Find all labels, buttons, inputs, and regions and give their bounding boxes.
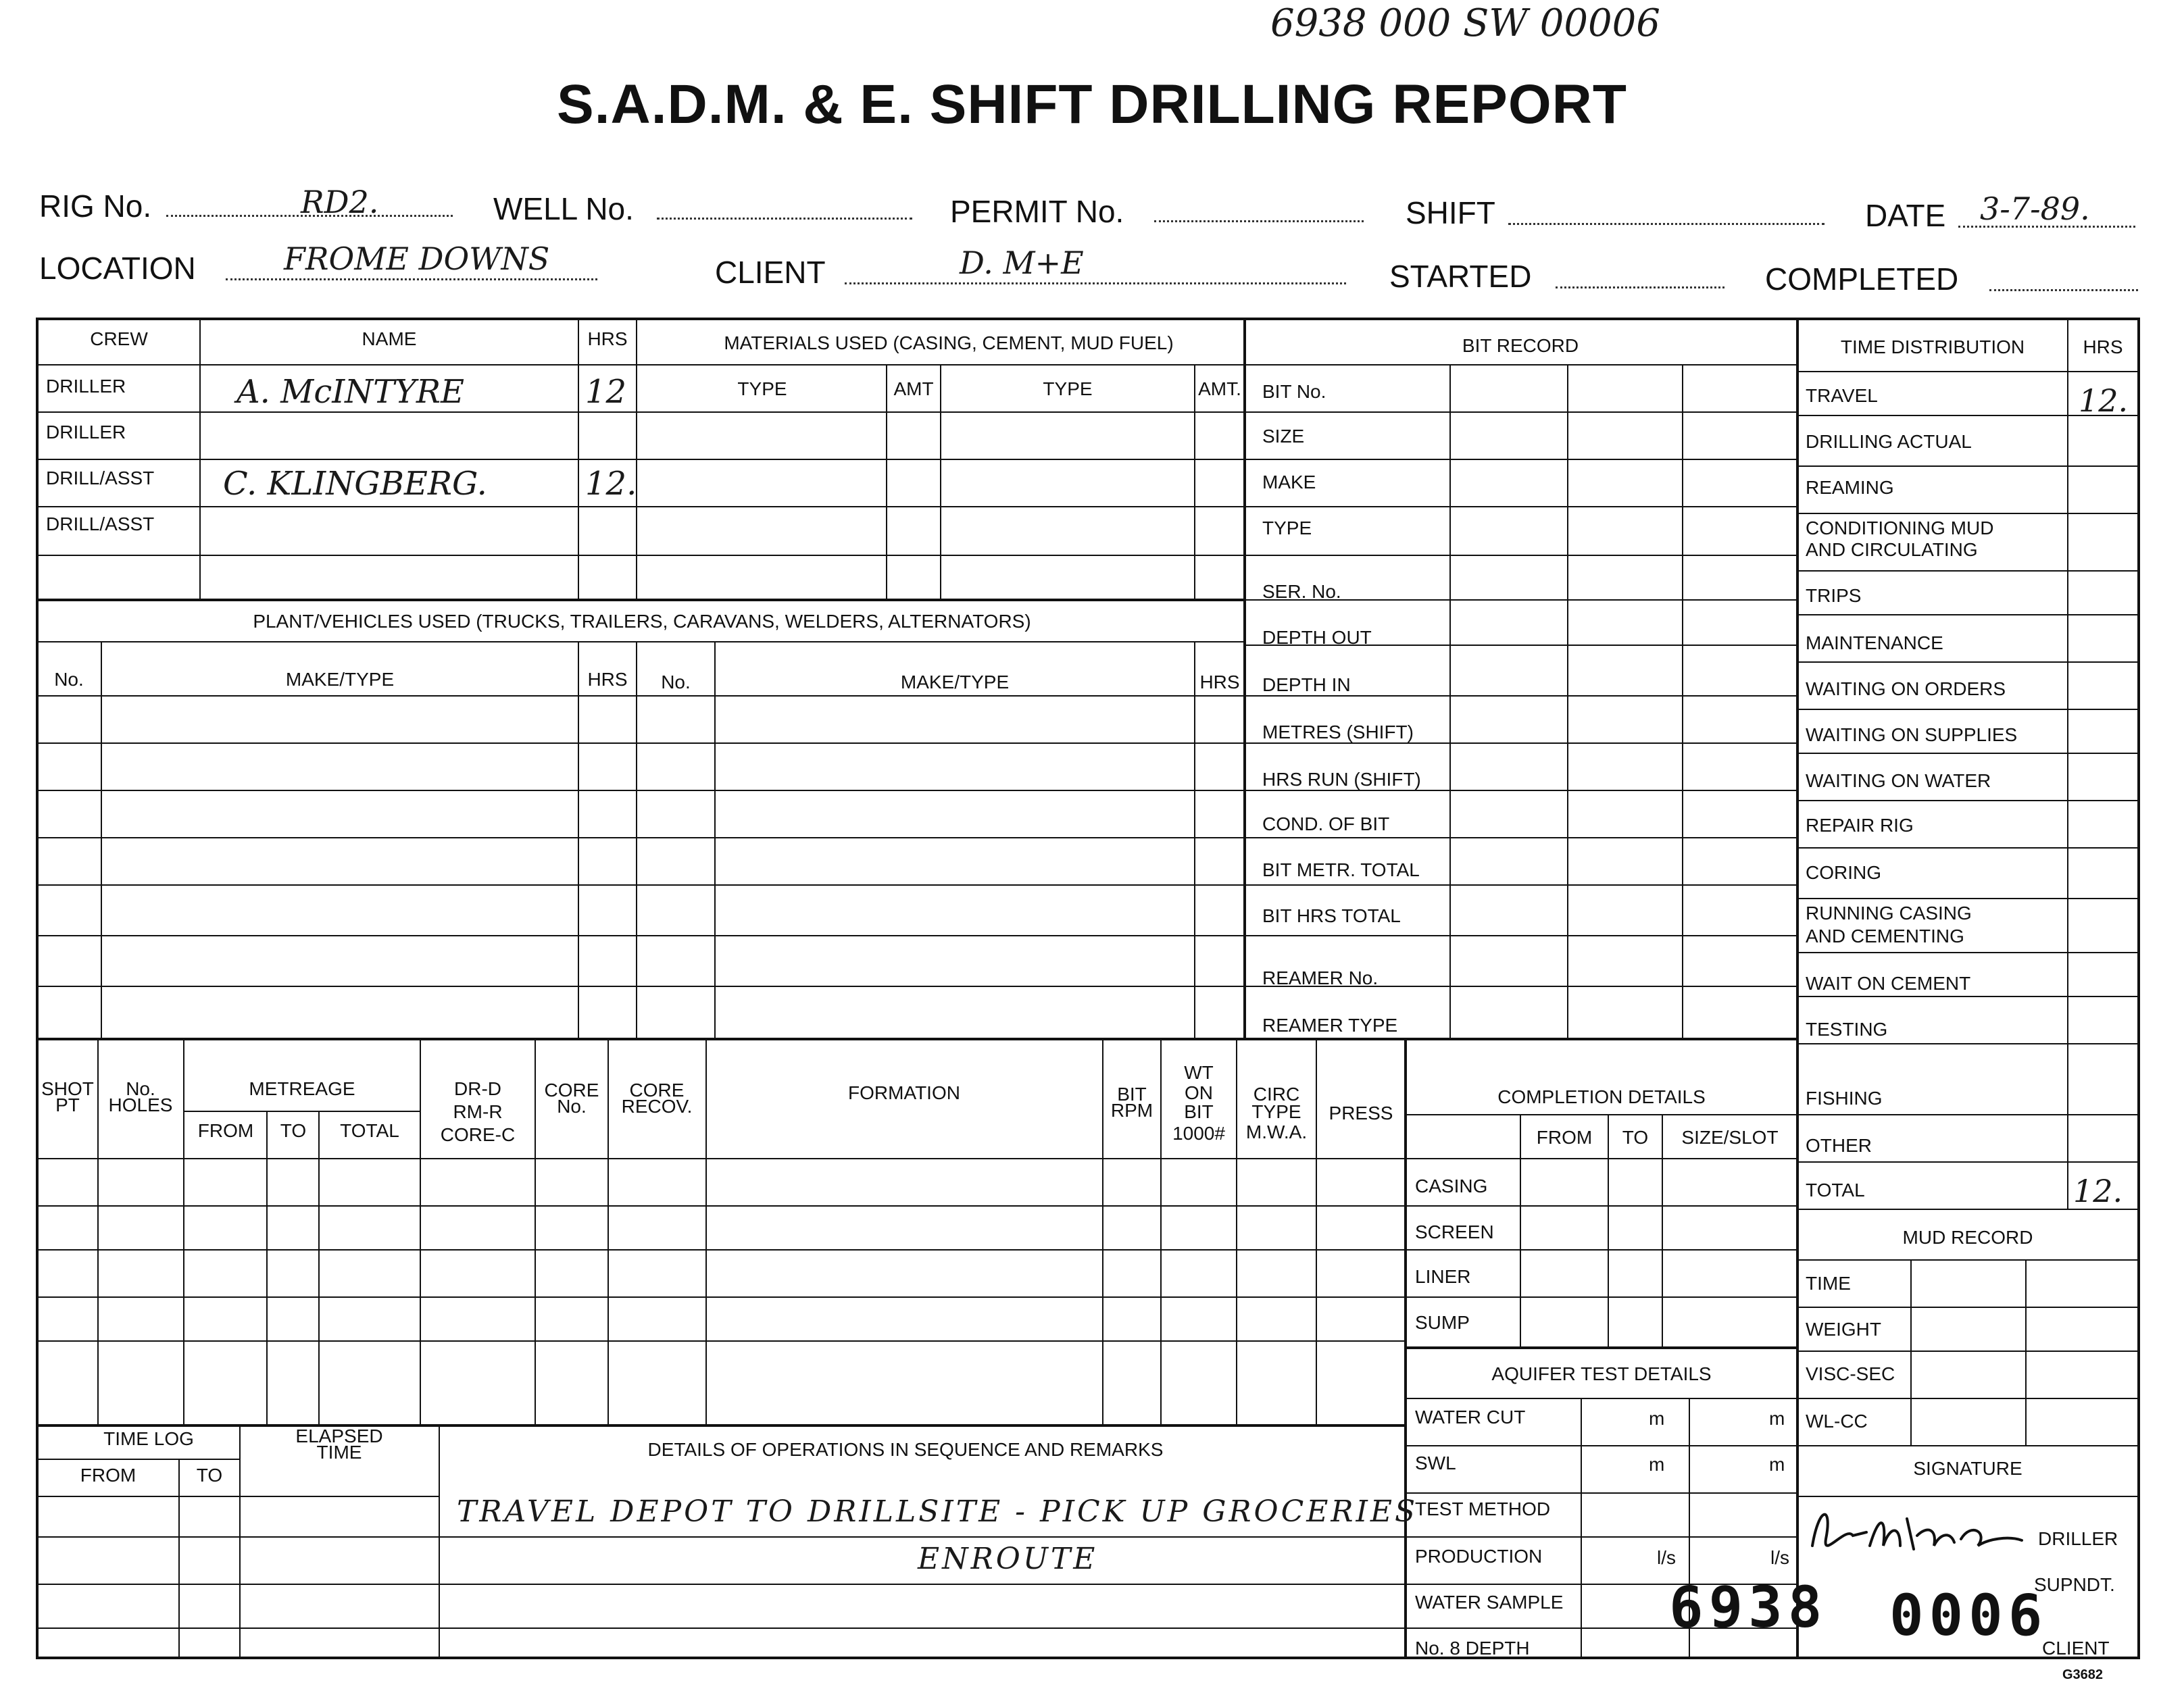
name-header: NAME bbox=[362, 328, 417, 349]
completion-from-header: FROM bbox=[1536, 1127, 1593, 1148]
completed-label: COMPLETED bbox=[1765, 261, 1959, 297]
time-log-header: TIME LOG bbox=[103, 1428, 194, 1449]
materials-type-header: TYPE bbox=[737, 378, 787, 399]
time-distribution-label: REAMING bbox=[1806, 477, 1894, 498]
metreage-header: METREAGE bbox=[249, 1078, 355, 1099]
bit-record-label: MAKE bbox=[1262, 472, 1316, 493]
shot-pt-header-2: PT bbox=[55, 1094, 80, 1115]
completion-label: CASING bbox=[1415, 1176, 1488, 1196]
plant-header: PLANT/VEHICLES USED (TRUCKS, TRAILERS, CARAVANS, WELDERS, ALTERNATORS) bbox=[253, 611, 1031, 632]
time-distribution-label-2: AND CIRCULATING bbox=[1806, 539, 1978, 560]
drd-header-3: CORE-C bbox=[440, 1124, 516, 1145]
no-holes-header: No. bbox=[126, 1078, 155, 1099]
bit-record-header: BIT RECORD bbox=[1462, 335, 1579, 356]
stamp-number-right: 0006 bbox=[1889, 1582, 2048, 1648]
completion-to-header: TO bbox=[1622, 1127, 1649, 1148]
core-no-header: CORE bbox=[544, 1080, 599, 1101]
plant-no-header: No. bbox=[661, 672, 691, 692]
bit-record-label: BIT No. bbox=[1262, 381, 1326, 402]
metreage-total-header: TOTAL bbox=[340, 1120, 399, 1141]
time-distribution-label: RUNNING CASING bbox=[1806, 903, 1972, 924]
remarks-header: DETAILS OF OPERATIONS IN SEQUENCE AND REMARKS bbox=[647, 1439, 1164, 1460]
crew-role: DRILL/ASST bbox=[46, 468, 155, 488]
wt-on-bit-header-4: 1000# bbox=[1172, 1123, 1225, 1144]
aquifer-label: PRODUCTION bbox=[1415, 1546, 1543, 1567]
signature-header: SIGNATURE bbox=[1913, 1458, 2022, 1479]
crew-header: CREW bbox=[90, 328, 148, 349]
time-distribution-label: OTHER bbox=[1806, 1135, 1872, 1156]
started-label: STARTED bbox=[1389, 259, 1532, 294]
plant-make-header: MAKE/TYPE bbox=[900, 672, 1010, 692]
metreage-from-header: FROM bbox=[197, 1120, 254, 1141]
elapsed-time-header: ELAPSED bbox=[295, 1425, 383, 1446]
formation-header: FORMATION bbox=[848, 1082, 960, 1103]
aquifer-label: WATER SAMPLE bbox=[1415, 1592, 1564, 1613]
metreage-to-header: TO bbox=[280, 1120, 307, 1141]
bit-record-label: SER. No. bbox=[1262, 581, 1341, 602]
materials-amt-header: AMT. bbox=[1198, 378, 1241, 399]
time-distribution-label: TESTING bbox=[1806, 1019, 1888, 1040]
rig-value: RD2. bbox=[301, 184, 379, 220]
mud-record-header: MUD RECORD bbox=[1902, 1227, 2033, 1248]
plant-make-header: MAKE/TYPE bbox=[285, 669, 395, 690]
aquifer-label: TEST METHOD bbox=[1415, 1498, 1551, 1519]
client-label: CLIENT bbox=[715, 255, 826, 290]
crew-hrs: 12. bbox=[585, 465, 637, 503]
time-distribution-hrs: 12. bbox=[2079, 382, 2129, 419]
shift-label: SHIFT bbox=[1406, 195, 1495, 230]
no-holes-header-2: HOLES bbox=[108, 1094, 173, 1115]
plant-hrs-header: HRS bbox=[1199, 672, 1240, 692]
crew-hrs: 12 bbox=[585, 373, 627, 411]
aquifer-unit: l/s bbox=[1657, 1547, 1676, 1568]
circ-type-header: CIRC bbox=[1253, 1084, 1300, 1105]
completion-header: COMPLETION DETAILS bbox=[1497, 1086, 1706, 1107]
top-annotation: 6938 000 SW 00006 bbox=[1270, 1, 1660, 45]
time-distribution-label: TRAVEL bbox=[1806, 385, 1878, 406]
date-label: DATE bbox=[1865, 198, 1946, 233]
bit-record-label: REAMER No. bbox=[1262, 967, 1379, 988]
wt-on-bit-header: WT bbox=[1184, 1062, 1214, 1083]
client-value: D. M+E bbox=[960, 245, 1084, 281]
time-distribution-label-2: AND CEMENTING bbox=[1806, 926, 1964, 947]
signature-client-label: CLIENT bbox=[2042, 1638, 2110, 1659]
mud-record-label: TIME bbox=[1806, 1273, 1851, 1294]
materials-amt-header: AMT bbox=[893, 378, 934, 399]
press-header: PRESS bbox=[1329, 1103, 1393, 1124]
stamp-number-left: 6938 bbox=[1669, 1574, 1828, 1640]
time-distribution-label: WAITING ON ORDERS bbox=[1806, 678, 2006, 699]
time-distribution-label: CONDITIONING MUD bbox=[1806, 518, 1994, 538]
time-distribution-label: CORING bbox=[1806, 862, 1881, 883]
elapsed-time-header-2: TIME bbox=[316, 1442, 362, 1463]
permit-label: PERMIT No. bbox=[950, 194, 1124, 229]
time-distribution-label: DRILLING ACTUAL bbox=[1806, 431, 1972, 452]
completion-label: LINER bbox=[1415, 1266, 1471, 1287]
completion-label: SUMP bbox=[1415, 1312, 1470, 1333]
materials-header: MATERIALS USED (CASING, CEMENT, MUD FUEL) bbox=[724, 332, 1174, 353]
shot-pt-header: SHOT bbox=[41, 1078, 94, 1099]
core-no-header-2: No. bbox=[557, 1096, 587, 1117]
time-distribution-header: TIME DISTRIBUTION bbox=[1840, 336, 2025, 357]
bit-record-label: DEPTH OUT bbox=[1262, 627, 1372, 648]
aquifer-header: AQUIFER TEST DETAILS bbox=[1491, 1363, 1712, 1384]
core-recov-header-2: RECOV. bbox=[621, 1096, 693, 1117]
aquifer-label: WATER CUT bbox=[1415, 1407, 1526, 1428]
bit-record-label: HRS RUN (SHIFT) bbox=[1262, 769, 1421, 790]
plant-hrs-header: HRS bbox=[587, 669, 628, 690]
bit-record-label: METRES (SHIFT) bbox=[1262, 722, 1414, 742]
aquifer-label: No. 8 DEPTH bbox=[1415, 1638, 1530, 1659]
time-distribution-label: MAINTENANCE bbox=[1806, 632, 1943, 653]
crew-role: DRILLER bbox=[46, 422, 126, 443]
signature-supndt-label: SUPNDT. bbox=[2034, 1574, 2115, 1595]
aquifer-unit: m bbox=[1649, 1408, 1665, 1429]
circ-type-header-2: TYPE bbox=[1251, 1101, 1301, 1122]
aquifer-unit: l/s bbox=[1770, 1547, 1789, 1568]
bit-rpm-header-2: RPM bbox=[1110, 1100, 1153, 1121]
mud-record-label: WL-CC bbox=[1806, 1411, 1868, 1432]
time-log-to-header: TO bbox=[196, 1465, 223, 1486]
time-distribution-label: WAITING ON SUPPLIES bbox=[1806, 724, 2018, 745]
crew-role: DRILLER bbox=[46, 376, 126, 397]
time-distribution-label: WAITING ON WATER bbox=[1806, 770, 1991, 791]
time-distribution-label: TOTAL bbox=[1806, 1180, 1865, 1201]
bit-rpm-header: BIT bbox=[1117, 1084, 1147, 1105]
time-distribution-total: 12. bbox=[2073, 1173, 2123, 1209]
page-title: S.A.D.M. & E. SHIFT DRILLING REPORT bbox=[557, 74, 1627, 135]
plant-no-header: No. bbox=[54, 669, 84, 690]
aquifer-unit: m bbox=[1769, 1454, 1785, 1475]
driller-signature bbox=[1806, 1498, 2035, 1566]
well-label: WELL No. bbox=[493, 191, 634, 226]
crew-name: C. KLINGBERG. bbox=[223, 465, 487, 503]
time-distribution-label: FISHING bbox=[1806, 1088, 1883, 1109]
completion-size-header: SIZE/SLOT bbox=[1681, 1127, 1779, 1148]
aquifer-unit: m bbox=[1769, 1408, 1785, 1429]
time-log-from-header: FROM bbox=[80, 1465, 136, 1486]
time-distribution-label: TRIPS bbox=[1806, 585, 1862, 606]
drd-header-2: RM-R bbox=[453, 1101, 503, 1122]
bit-record-label: BIT HRS TOTAL bbox=[1262, 905, 1401, 926]
crew-role: DRILL/ASST bbox=[46, 513, 155, 534]
aquifer-unit: m bbox=[1649, 1454, 1665, 1475]
bit-record-label: BIT METR. TOTAL bbox=[1262, 859, 1420, 880]
bit-record-label: SIZE bbox=[1262, 426, 1305, 447]
location-label: LOCATION bbox=[39, 251, 196, 286]
bit-record-label: REAMER TYPE bbox=[1262, 1015, 1398, 1036]
wt-on-bit-header-3: BIT bbox=[1184, 1101, 1214, 1122]
remarks-line-2: ENROUTE bbox=[918, 1542, 1098, 1576]
bit-record-label: COND. OF BIT bbox=[1262, 813, 1390, 834]
remarks-line-1: TRAVEL DEPOT TO DRILLSITE - PICK UP GROCERIES bbox=[457, 1494, 1418, 1529]
crew-hrs-header: HRS bbox=[587, 328, 628, 349]
bit-record-label: TYPE bbox=[1262, 518, 1312, 538]
aquifer-label: SWL bbox=[1415, 1453, 1456, 1473]
time-distribution-label: WAIT ON CEMENT bbox=[1806, 973, 1971, 994]
completion-label: SCREEN bbox=[1415, 1221, 1494, 1242]
circ-type-header-3: M.W.A. bbox=[1245, 1121, 1308, 1142]
location-value: FROME DOWNS bbox=[284, 241, 550, 277]
bit-record-label: DEPTH IN bbox=[1262, 674, 1351, 695]
mud-record-label: WEIGHT bbox=[1806, 1319, 1881, 1340]
rig-label: RIG No. bbox=[39, 188, 152, 224]
time-distribution-hrs-header: HRS bbox=[2083, 336, 2123, 357]
time-distribution-label: REPAIR RIG bbox=[1806, 815, 1914, 836]
core-recov-header: CORE bbox=[629, 1080, 685, 1101]
crew-name: A. McINTYRE bbox=[237, 373, 465, 411]
materials-type-header: TYPE bbox=[1043, 378, 1093, 399]
drd-header: DR-D bbox=[454, 1078, 501, 1099]
wt-on-bit-header-2: ON bbox=[1185, 1082, 1213, 1103]
mud-record-label: VISC-SEC bbox=[1806, 1363, 1895, 1384]
form-code: G3682 bbox=[2062, 1667, 2104, 1682]
signature-driller-label: DRILLER bbox=[2038, 1528, 2118, 1549]
date-value: 3-7-89. bbox=[1980, 191, 2090, 227]
